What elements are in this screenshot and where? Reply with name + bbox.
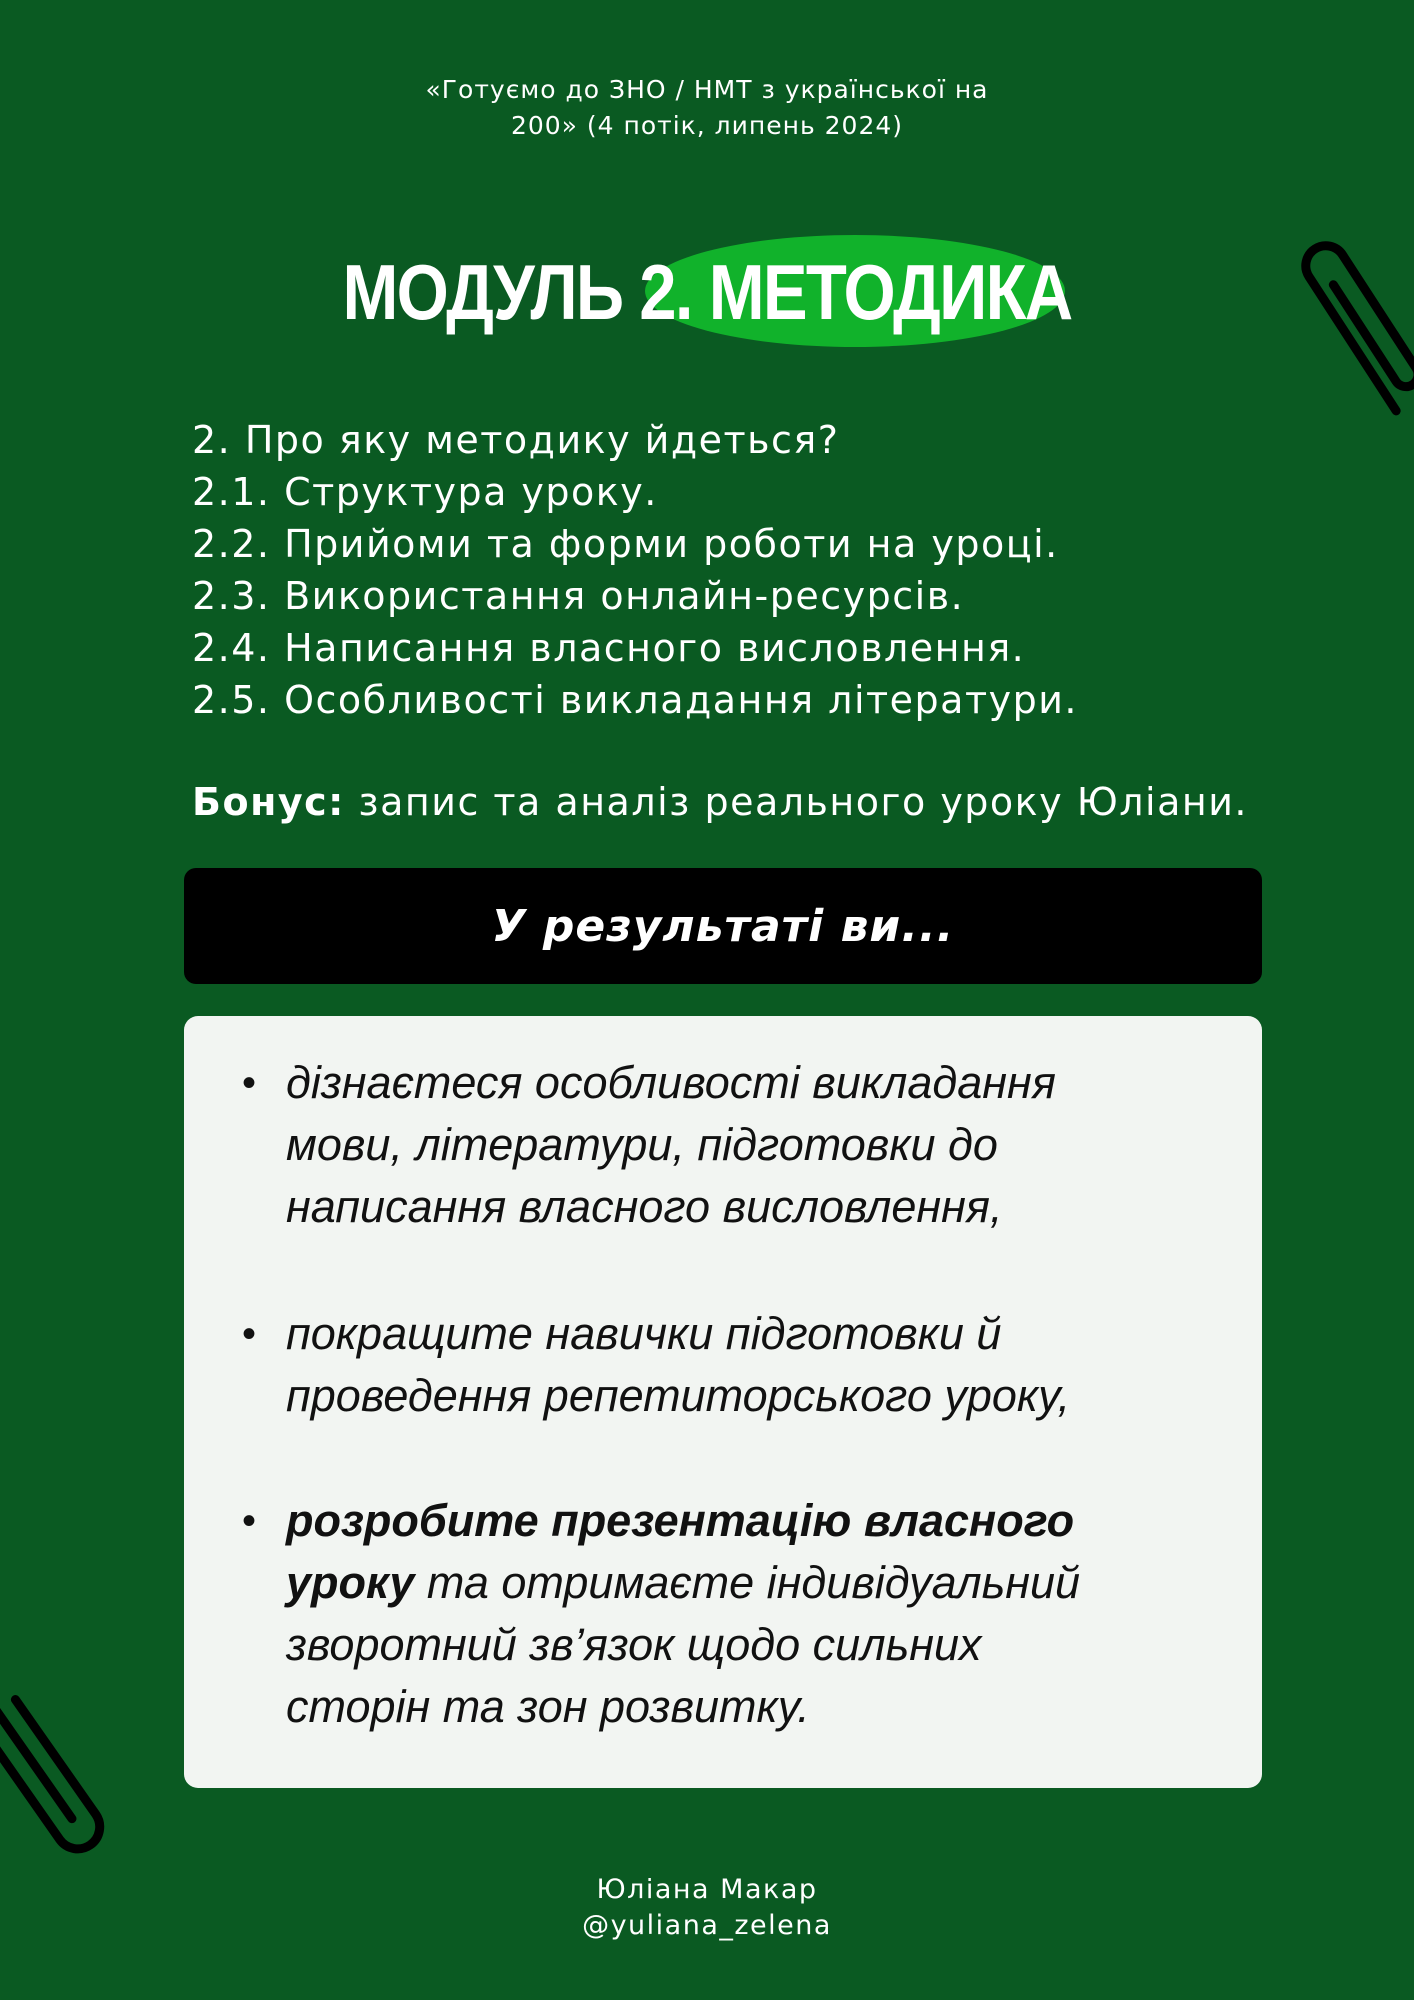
course-title (0, 72, 1414, 144)
outcome-line: зворотний зв’язок щодо сильних (286, 1619, 982, 1670)
topic-item: 2. Про яку методику йдеться? (192, 418, 840, 462)
outcome-line: дізнаєтеся особливості викладання (286, 1057, 1056, 1108)
bullet: • (242, 1312, 257, 1356)
topic-item: 2.4. Написання власного висловлення. (192, 626, 1026, 670)
bullet: • (242, 1061, 257, 1105)
bonus-label: Бонус: (192, 780, 345, 824)
course-title-line-2: 200» (4 потік, липень 2024) (510, 111, 904, 140)
topic-item: 2.5. Особливості викладання літератури. (192, 678, 1078, 722)
outcome-line: мови, літератури, підготовки до (286, 1119, 998, 1170)
results-heading-bar (184, 868, 1262, 984)
outcome-line (286, 1490, 1206, 1552)
outcome-item (242, 1303, 1206, 1427)
topic-item: 2.2. Прийоми та форми роботи на уроці. (192, 522, 1059, 566)
outcome-line: покращите навички підготовки й (286, 1308, 1002, 1359)
outcome-item (242, 1490, 1206, 1738)
course-title-line-1: «Готуємо до ЗНО / НМТ з української на (425, 75, 989, 104)
bullet: • (242, 1499, 257, 1543)
outcome-line: сторін та зон розвитку. (286, 1681, 810, 1732)
outcome-item (242, 1052, 1206, 1238)
results-heading: У результаті ви... (491, 900, 955, 952)
outcome-text: та отримаєте індивідуальний (414, 1557, 1081, 1608)
outcome-line: проведення репетиторського уроку, (286, 1370, 1071, 1421)
paperclip-icon (0, 1680, 118, 1880)
outcome-line: написання власного висловлення, (286, 1181, 1003, 1232)
topic-item: 2.1. Структура уроку. (192, 470, 658, 514)
bonus-text: запис та аналіз реального уроку Юліани. (344, 780, 1248, 824)
results-card (184, 1016, 1262, 1788)
topic-item: 2.3. Використання онлайн-ресурсів. (192, 574, 965, 618)
bonus-line (192, 776, 1332, 828)
outcome-bold: уроку (286, 1557, 415, 1608)
author-name: Юліана Макар (596, 1874, 818, 1905)
outcome-line (286, 1552, 1206, 1614)
footer (0, 1872, 1414, 1944)
module-title: МОДУЛЬ 2. МЕТОДИКА (342, 248, 1072, 336)
module-heading (0, 230, 1414, 350)
outcome-bold: розробите презентацію власного (286, 1495, 1075, 1546)
topics-list (192, 414, 1312, 726)
author-handle: @yuliana_zelena (582, 1910, 832, 1941)
